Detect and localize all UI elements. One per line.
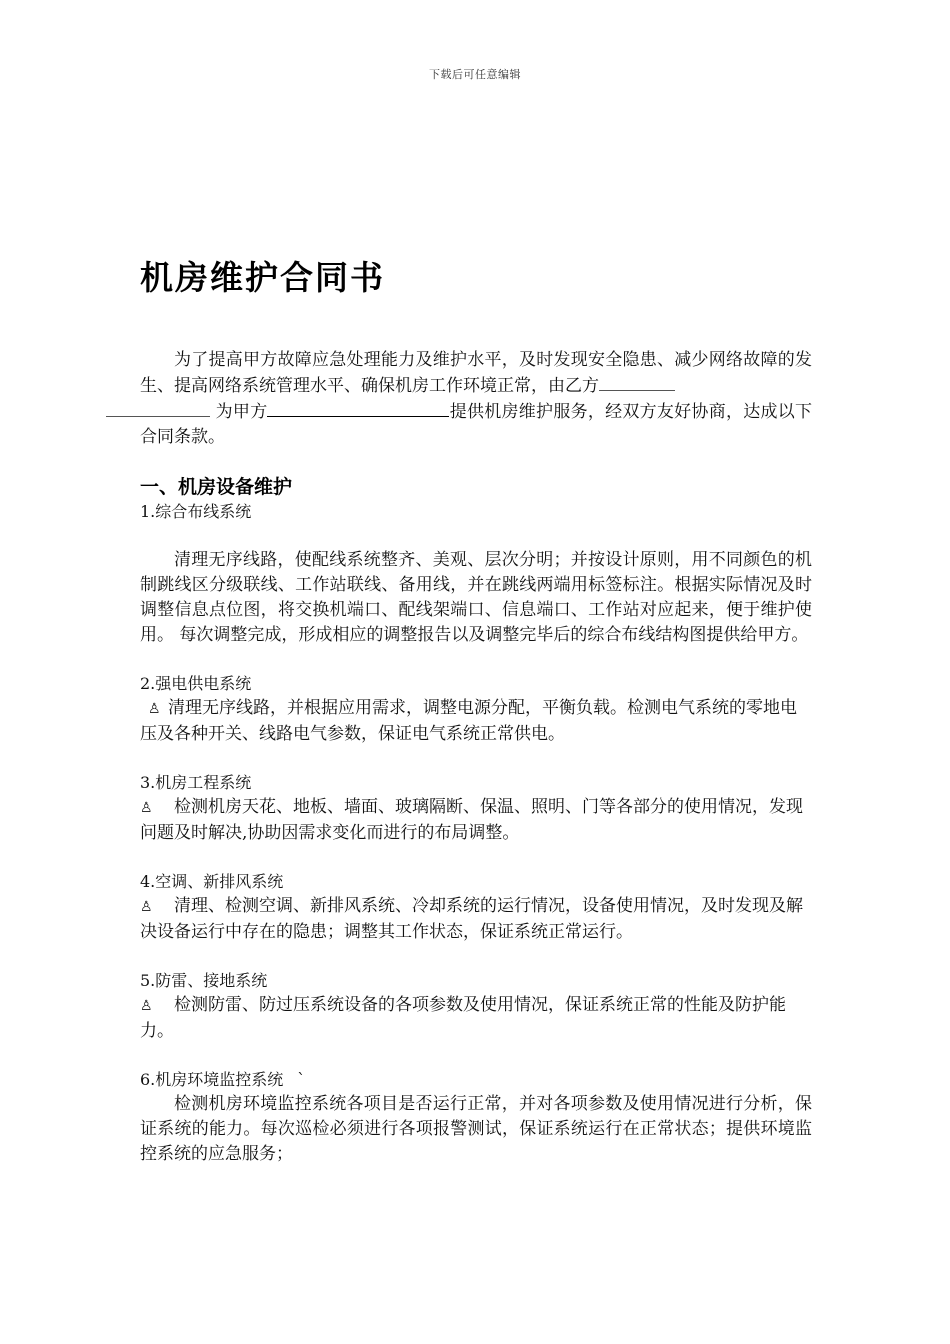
section-heading: 一、机房设备维护 xyxy=(140,476,293,498)
item-body-1: 清理无序线路，使配线系统整齐、美观、层次分明；并按设计原则，用不同颜色的机制跳线区分级联线、工作站联线、备用线，并在跳线两端用标签标注。根据实际情况及时调整信息点位图，将交换机端口、配线架端口、信息端口、工作站对应起来，便于维护使用。 每次调整完成，形成相应的调整报告以及调整完毕后的综合布线结构图提供给甲方。 xyxy=(140,550,812,645)
party-b-blank-2[interactable] xyxy=(106,399,210,417)
item-title-6: 6.机房环境监控系统 xyxy=(140,1070,284,1089)
item-body-6: 检测机房环境监控系统各项目是否运行正常，并对各项参数及使用情况进行分析，保证系统的能力。每次巡检必须进行各项报警测试，保证系统运行在正常状态；提供环境监控系统的应急服务； xyxy=(140,1094,812,1164)
item-text-2: 清理无序线路，并根据应用需求，调整电源分配，平衡负载。检测电气系统的零地电压及各种开关、线路电气参数，保证电气系统正常供电。 xyxy=(140,698,797,744)
item-title-6-row xyxy=(140,1068,812,1092)
document-body xyxy=(140,348,812,1167)
penguin-icon: ♙ xyxy=(140,800,153,816)
penguin-icon: ♙ xyxy=(140,899,153,915)
intro-text-2: 为甲方 xyxy=(210,402,268,422)
document-title: 机房维护合同书 xyxy=(140,258,385,297)
penguin-icon: ♙ xyxy=(148,701,161,717)
item-body-3 xyxy=(140,795,812,846)
item-body-5 xyxy=(140,993,812,1044)
item-body-4 xyxy=(140,894,812,945)
item-title-2: 2.强电供电系统 xyxy=(140,674,252,693)
penguin-icon: ♙ xyxy=(140,998,153,1014)
item-text-4: 清理、检测空调、新排风系统、冷却系统的运行情况，设备使用情况，及时发现及解决设备运行中存在的隐患；调整其工作状态，保证系统正常运行。 xyxy=(140,896,803,942)
header-note: 下载后可任意编辑 xyxy=(429,68,521,81)
stray-mark: ` xyxy=(297,1070,306,1089)
item-title-3: 3.机房工程系统 xyxy=(140,773,252,792)
item-title-5: 5.防雷、接地系统 xyxy=(140,971,268,990)
intro-paragraph xyxy=(140,348,812,450)
intro-text-1: 为了提高甲方故障应急处理能力及维护水平，及时发现安全隐患、减少网络故障的发生、提高网络系统管理水平、确保机房工作环境正常，由乙方 xyxy=(140,350,812,396)
item-text-3: 检测机房天花、地板、墙面、玻璃隔断、保温、照明、门等各部分的使用情况，发现问题及时解决,协助因需求变化而进行的布局调整。 xyxy=(140,797,803,843)
party-b-blank-1[interactable] xyxy=(599,373,675,391)
item-text-5: 检测防雷、防过压系统设备的各项参数及使用情况，保证系统正常的性能及防护能力。 xyxy=(140,995,786,1041)
item-title-4: 4.空调、新排风系统 xyxy=(140,872,284,891)
intro-text-3: 提供机房维护服务，经双方友好协商，达成以下合同条款。 xyxy=(140,402,813,447)
item-body-2 xyxy=(140,696,812,747)
party-a-blank[interactable] xyxy=(267,399,449,417)
item-title-1: 1.综合布线系统 xyxy=(140,502,252,521)
